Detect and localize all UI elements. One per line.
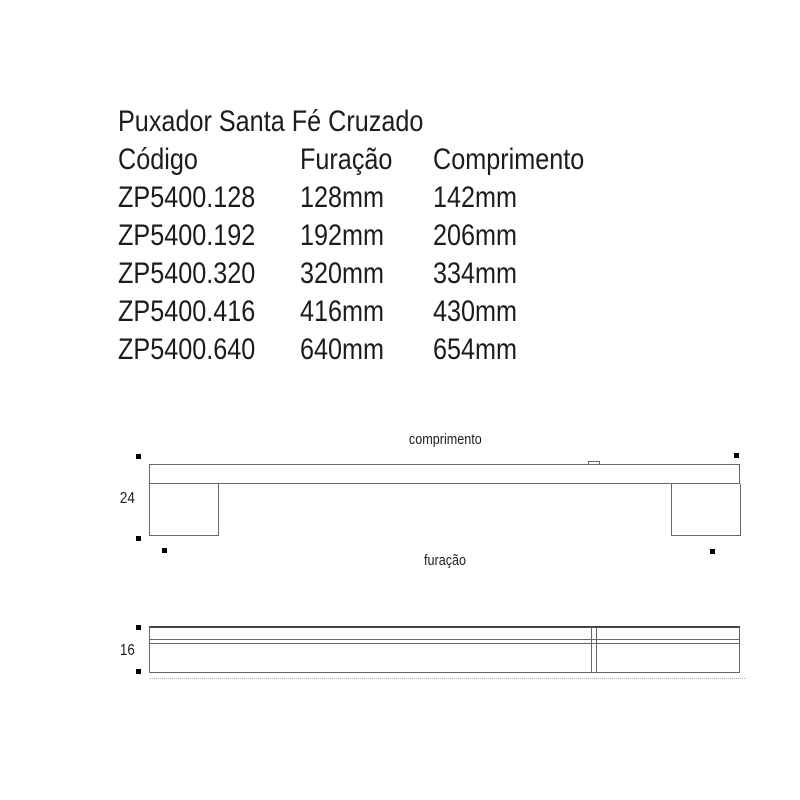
cross-joint-line-right [596,627,597,672]
codigo-value: ZP5400.128 [118,181,256,214]
thickness-dim-text: 16 [120,642,135,659]
furacao-value: 416mm [300,295,385,328]
thickness-dim-label [95,641,135,661]
column-header-codigo: Código [118,143,198,176]
furacao-value: 320mm [300,257,385,290]
dim-marker-thickness-top [136,625,141,630]
furacao-value: 128mm [300,181,385,214]
furacao-value: 640mm [300,333,385,366]
product-title: Puxador Santa Fé Cruzado [118,105,424,138]
comprimento-value: 430mm [433,295,518,328]
furacao-dim-text: furação [423,552,467,569]
comprimento-value: 142mm [433,181,518,214]
codigo-value: ZP5400.416 [118,295,256,328]
furacao-value: 192mm [300,219,385,252]
edge-line-upper [150,639,739,640]
dim-marker-thickness-bottom [136,669,141,674]
cross-joint-line-left [591,627,592,672]
comprimento-value: 654mm [433,333,518,366]
height-dim-text: 24 [120,490,135,507]
hidden-edge-dotted-line [150,671,745,679]
comprimento-dim-text: comprimento [408,431,482,448]
codigo-value: ZP5400.192 [118,219,256,252]
column-header-furacao: Furação [300,143,393,176]
comprimento-value: 206mm [433,219,518,252]
codigo-value: ZP5400.640 [118,333,256,366]
edge-line-lower [150,643,739,644]
codigo-value: ZP5400.320 [118,257,256,290]
comprimento-value: 334mm [433,257,518,290]
column-header-comprimento: Comprimento [433,143,585,176]
handle-top-outline [149,626,740,673]
